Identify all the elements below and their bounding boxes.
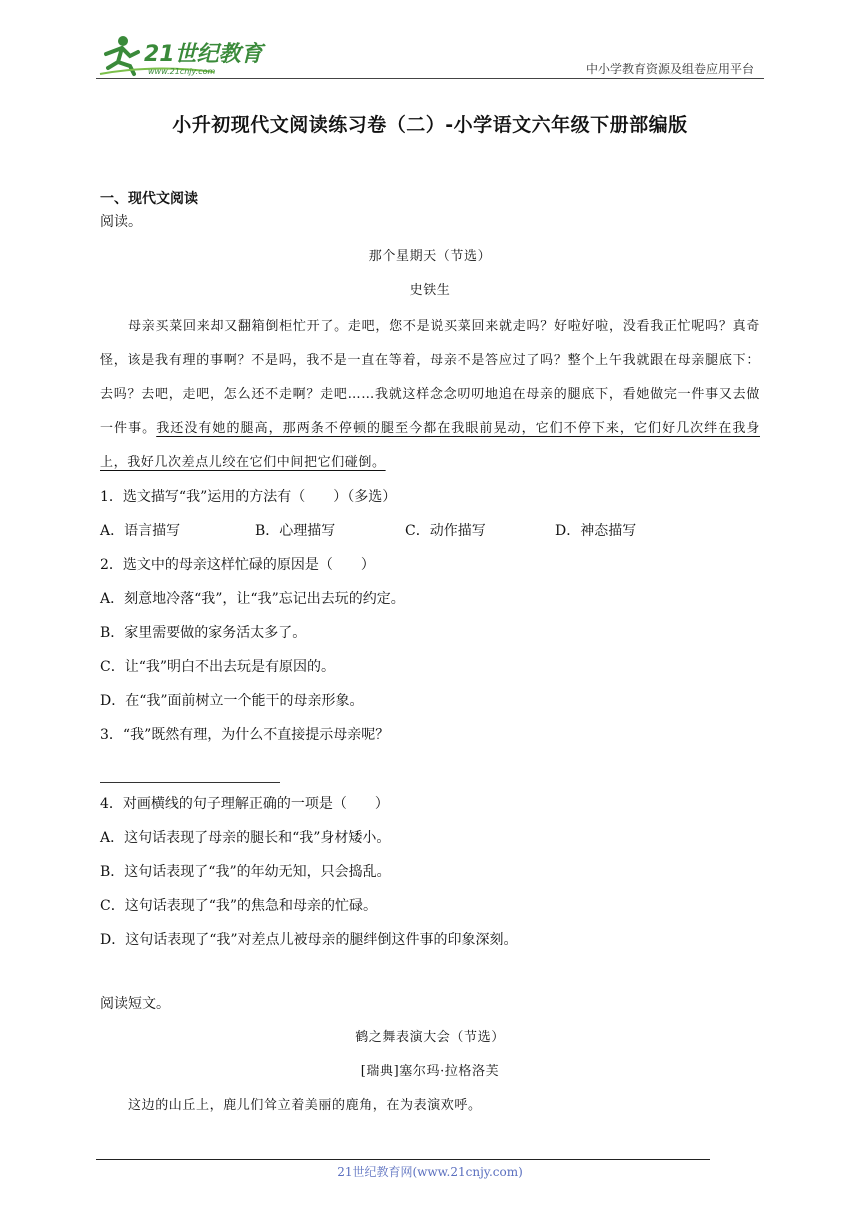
option-b[interactable]: B．家里需要做的家务活太多了。 (100, 625, 307, 641)
reading-intro: 阅读。 (100, 214, 142, 230)
answer-blank[interactable] (100, 752, 280, 783)
logo-url: www.21cnjy.com (148, 67, 216, 76)
runner-logo-icon (96, 34, 266, 78)
question-1: 1．选文描写“我”运用的方法有（ ）（多选） (100, 489, 397, 505)
question-4: 4．对画横线的句子理解正确的一项是（ ） (100, 796, 389, 812)
passage-author: 史铁生 (409, 283, 451, 298)
reading-intro-2: 阅读短文。 (100, 996, 170, 1012)
spacer (100, 957, 760, 987)
header-platform-text: 中小学教育资源及组卷应用平台 (585, 62, 754, 76)
footer-text: 21世纪教育网(www.21cnjy.com) (337, 1165, 523, 1179)
option-a[interactable]: A．语言描写 (100, 523, 181, 539)
passage-title-2: 鹤之舞表演大会（节选） (355, 1030, 505, 1045)
option-d[interactable]: D．在“我”面前树立一个能干的母亲形象。 (100, 693, 364, 709)
question-1-options (100, 514, 760, 548)
paragraph-text: 母亲买菜回来却又翻箱倒柜忙开了。走吧，您不是说买菜回来就走吗？好啦好啦，没看我正忙呢吗？真奇怪，该是我有理的事啊？不是吗，我不是一直在等着，母亲不是答应过了吗？整个上午我就跟在母亲腿底下：去吗？去吧，走吧，怎么还不走啊？走吧……我就这样念念叨叨地追在母亲的腿底下，看她做完一件事又去做一件事。 (100, 319, 760, 436)
option-d[interactable]: D．神态描写 (555, 523, 637, 539)
option-a[interactable]: A．这句话表现了母亲的腿长和“我”身材矮小。 (100, 830, 391, 846)
section-heading: 一、现代文阅读 (100, 191, 198, 207)
passage-author-2: [瑞典]塞尔玛·拉格洛芙 (360, 1064, 500, 1079)
passage-paragraph (100, 310, 760, 480)
question-2: 2．选文中的母亲这样忙碌的原因是（ ） (100, 557, 375, 573)
site-logo (96, 34, 266, 78)
passage-paragraph-2: 这边的山丘上，鹿儿们耸立着美丽的鹿角，在为表演欢呼。 (128, 1098, 482, 1113)
document-body (100, 188, 760, 1123)
question-3: 3．“我”既然有理，为什么不直接提示母亲呢？ (100, 727, 390, 743)
page-title: 小升初现代文阅读练习卷（二）-小学语文六年级下册部编版 (172, 114, 688, 136)
footer-divider (96, 1159, 710, 1160)
option-c[interactable]: C．动作描写 (405, 523, 486, 539)
header-divider (96, 78, 764, 79)
option-d[interactable]: D．这句话表现了“我”对差点儿被母亲的腿绊倒这件事的印象深刻。 (100, 932, 518, 948)
option-b[interactable]: B．这句话表现了“我”的年幼无知，只会捣乱。 (100, 864, 391, 880)
option-c[interactable]: C．让“我”明白不出去玩是有原因的。 (100, 659, 336, 675)
passage-title: 那个星期天（节选） (368, 249, 492, 264)
logo-text: 21世纪教育 (144, 42, 263, 67)
option-b[interactable]: B．心理描写 (255, 523, 336, 539)
option-a[interactable]: A．刻意地冷落“我”，让“我”忘记出去玩的约定。 (100, 591, 405, 607)
underlined-sentence: 我还没有她的腿高，那两条不停顿的腿至今都在我眼前晃动，它们不停下来，它们好几次绊在我身上，我好几次差点儿绞在它们中间把它们碰倒。 (100, 421, 760, 470)
option-c[interactable]: C．这句话表现了“我”的焦急和母亲的忙碌。 (100, 898, 378, 914)
